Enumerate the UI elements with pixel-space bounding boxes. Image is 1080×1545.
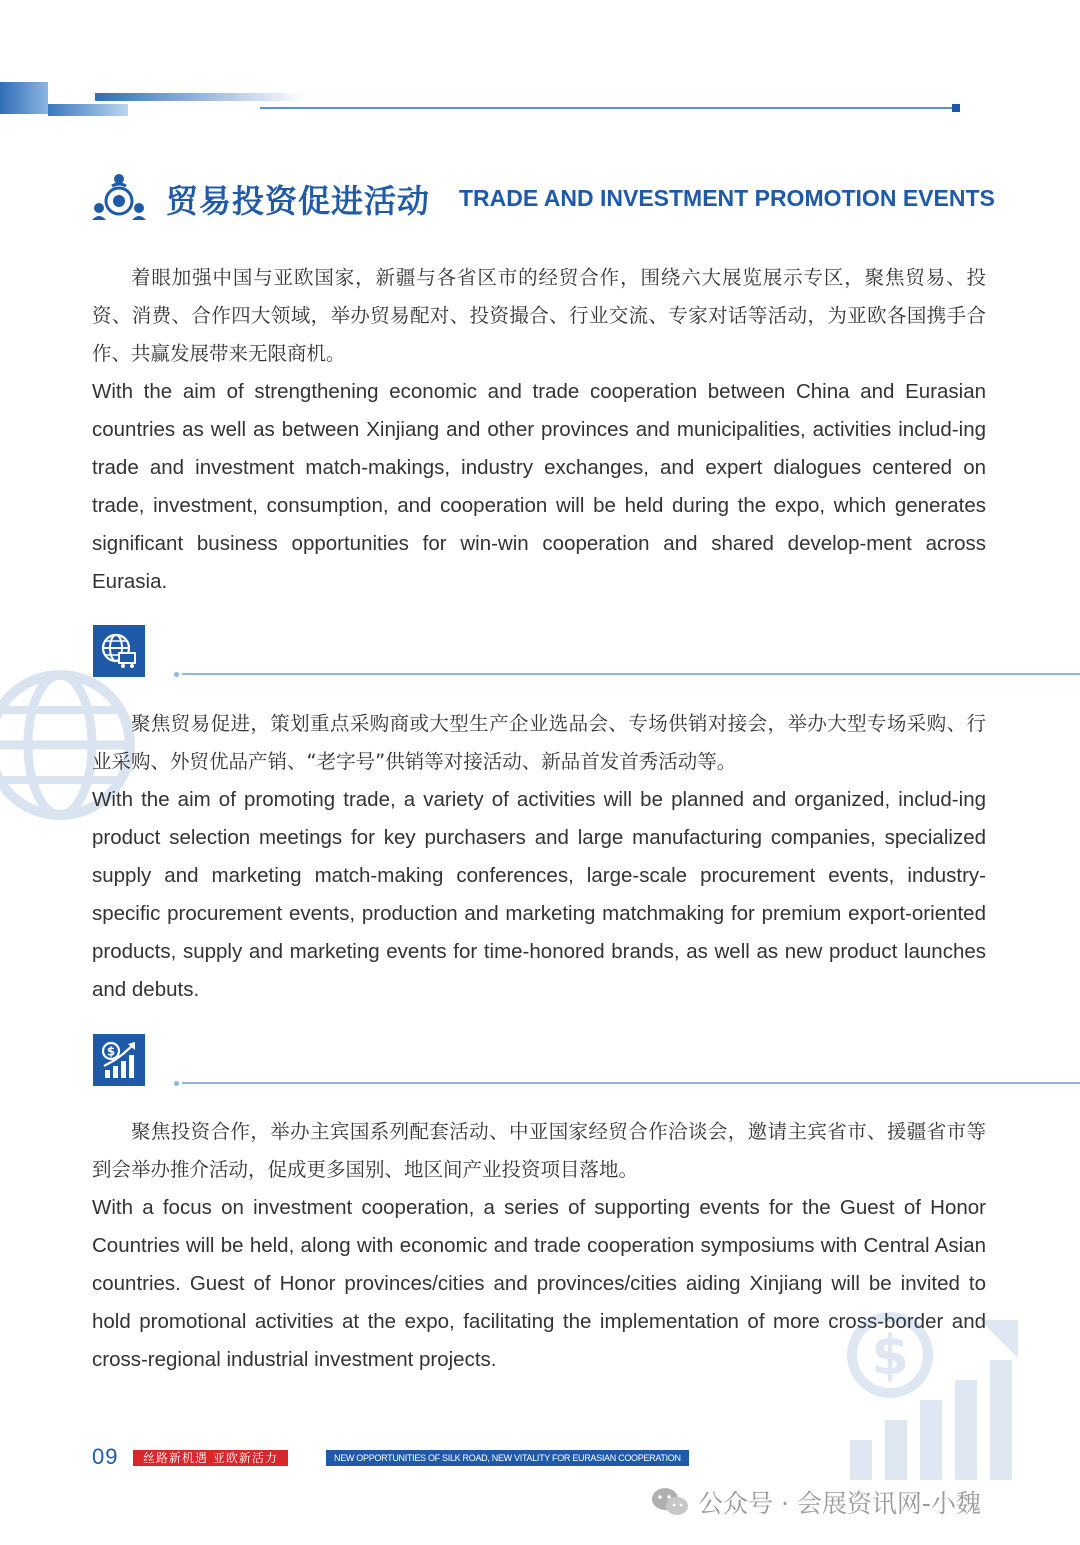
footer-slogan-cn: 丝路新机遇 亚欧新活力 bbox=[133, 1450, 288, 1466]
trade-section-icon-box bbox=[93, 625, 145, 677]
people-network-icon bbox=[90, 172, 148, 222]
header-rule bbox=[260, 107, 960, 109]
investment-text-en: With a focus on investment cooperation, a series of supporting events for the Guest of Honor Countries will be held, along with economic and trade cooperation symposiums with Central Asian countries. Guest of Honor provinces/cities and provinces/cities aiding Xinjiang will be invited to hold promotional activities at the expo, facilitating the implementation of more cross-border and cross-regional industrial investment projects. bbox=[92, 1196, 986, 1371]
globe-cart-icon bbox=[99, 631, 139, 671]
header-rule-end-square bbox=[952, 104, 960, 112]
trade-text-en: With the aim of promoting trade, a variety of activities will be planned and organized, includ-ing product selection meetings for key purchasers and large manufacturing companies, specialized supply and marketing match-making conferences, large-scale procurement events, industry-specific procurement events, production and marketing matchmaking for premium export-oriented products, supply and marketing events for time-honored brands, as well as new product launches and debuts. bbox=[92, 788, 986, 1001]
page-title-en: TRADE AND INVESTMENT PROMOTION EVENTS bbox=[459, 185, 995, 211]
investment-section-rule bbox=[182, 1082, 1080, 1084]
source-watermark-text: 公众号 · 会展资讯网-小魏 bbox=[698, 1489, 981, 1518]
source-watermark bbox=[650, 1484, 981, 1520]
header-decoration-gradient bbox=[95, 93, 305, 101]
intro-section bbox=[92, 259, 986, 601]
header-decoration-block bbox=[0, 82, 48, 114]
dollar-chart-watermark-icon bbox=[840, 1310, 1020, 1480]
svg-text:$: $ bbox=[106, 1044, 116, 1059]
intro-text-en: With the aim of strengthening economic and trade cooperation between China and Eurasian countries as well as between Xinjiang and other provinces and municipalities, activities includ-ing trade and investment match-makings, industry exchanges, and expert dialogues centered on trade, investment, consumption, and cooperation will be held during the expo, which generates significant business opportunities for win-win cooperation and shared develop-ment across Eurasia. bbox=[92, 380, 986, 593]
dollar-growth-chart-icon bbox=[99, 1040, 139, 1080]
header-decoration-bar bbox=[48, 104, 128, 116]
page-number: 09 bbox=[92, 1444, 119, 1469]
page-title-cn: 贸易投资促进活动 bbox=[166, 182, 431, 220]
wechat-icon bbox=[650, 1486, 690, 1518]
investment-text-cn: 聚焦投资合作，举办主宾国系列配套活动、中亚国家经贸合作洽谈会，邀请主宾省市、援疆省市等到会举办推介活动，促成更多国别、地区间产业投资项目落地。 bbox=[92, 1120, 986, 1181]
footer-slogan-en: NEW OPPORTUNITIES OF SILK ROAD, NEW VITALITY FOR EURASIAN COOPERATION bbox=[326, 1450, 689, 1466]
investment-section-icon-box bbox=[93, 1034, 145, 1086]
trade-text-cn: 聚焦贸易促进，策划重点采购商或大型生产企业选品会、专场供销对接会，举办大型专场采购、行业采购、外贸优品产销、“老字号”供销等对接活动、新品首发首秀活动等。 bbox=[92, 712, 986, 773]
intro-text-cn: 着眼加强中国与亚欧国家，新疆与各省区市的经贸合作，围绕六大展览展示专区，聚焦贸易、投资、消费、合作四大领域，举办贸易配对、投资撮合、行业交流、专家对话等活动，为亚欧各国携手合作、共赢发展带来无限商机。 bbox=[92, 266, 986, 365]
trade-section-rule-dot bbox=[174, 672, 179, 677]
svg-text:$: $ bbox=[871, 1324, 909, 1387]
trade-section-rule bbox=[182, 673, 1080, 675]
trade-section bbox=[92, 705, 986, 1009]
investment-section-rule-dot bbox=[174, 1081, 179, 1086]
